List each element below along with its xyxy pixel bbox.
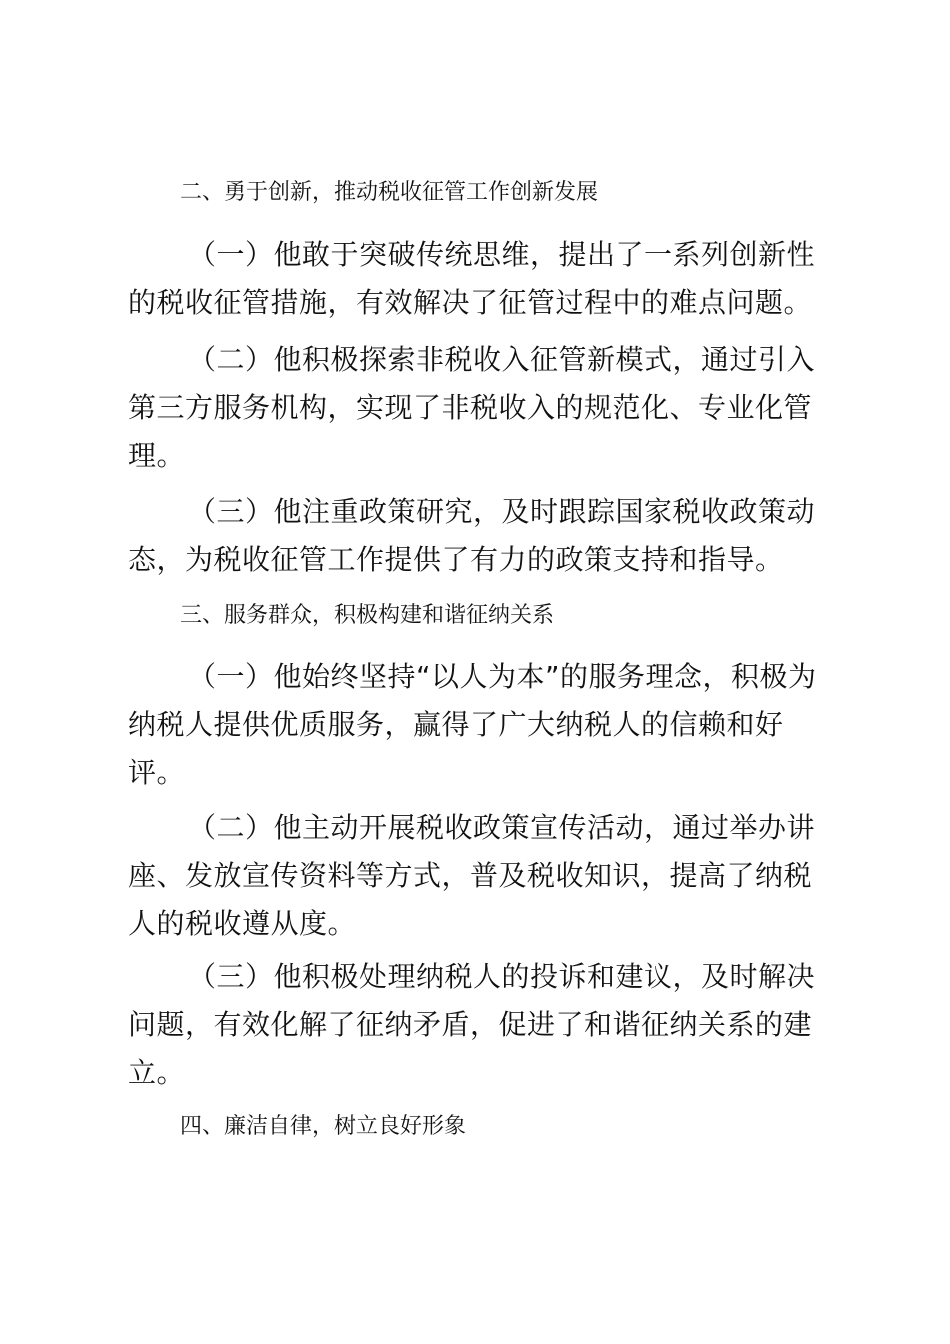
paragraph-innovation-1: （一）他敢于突破传统思维，提出了一系列创新性的税收征管措施，有效解决了征管过程中的难点问题。 bbox=[128, 238, 816, 319]
paragraph-innovation-2: （二）他积极探索非税收入征管新模式，通过引入第三方服务机构，实现了非税收入的规范化、专业化管理。 bbox=[128, 343, 816, 472]
section-heading-integrity: 四、廉洁自律，树立良好形象 bbox=[180, 1114, 467, 1139]
paragraph-service-2: （二）他主动开展税收政策宣传活动，通过举办讲座、发放宣传资料等方式，普及税收知识，提高了纳税人的税收遵从度。 bbox=[128, 811, 816, 940]
paragraph-innovation-3: （三）他注重政策研究，及时跟踪国家税收政策动态，为税收征管工作提供了有力的政策支持和指导。 bbox=[128, 495, 816, 576]
section-heading-service: 三、服务群众，积极构建和谐征纳关系 bbox=[180, 603, 555, 628]
section-heading-innovation: 二、勇于创新，推动税收征管工作创新发展 bbox=[180, 180, 599, 205]
paragraph-service-3: （三）他积极处理纳税人的投诉和建议，及时解决问题，有效化解了征纳矛盾，促进了和谐征纳关系的建立。 bbox=[128, 960, 816, 1089]
paragraph-service-1: （一）他始终坚持“以人为本”的服务理念，积极为纳税人提供优质服务，赢得了广大纳税人的信赖和好评。 bbox=[128, 660, 817, 789]
